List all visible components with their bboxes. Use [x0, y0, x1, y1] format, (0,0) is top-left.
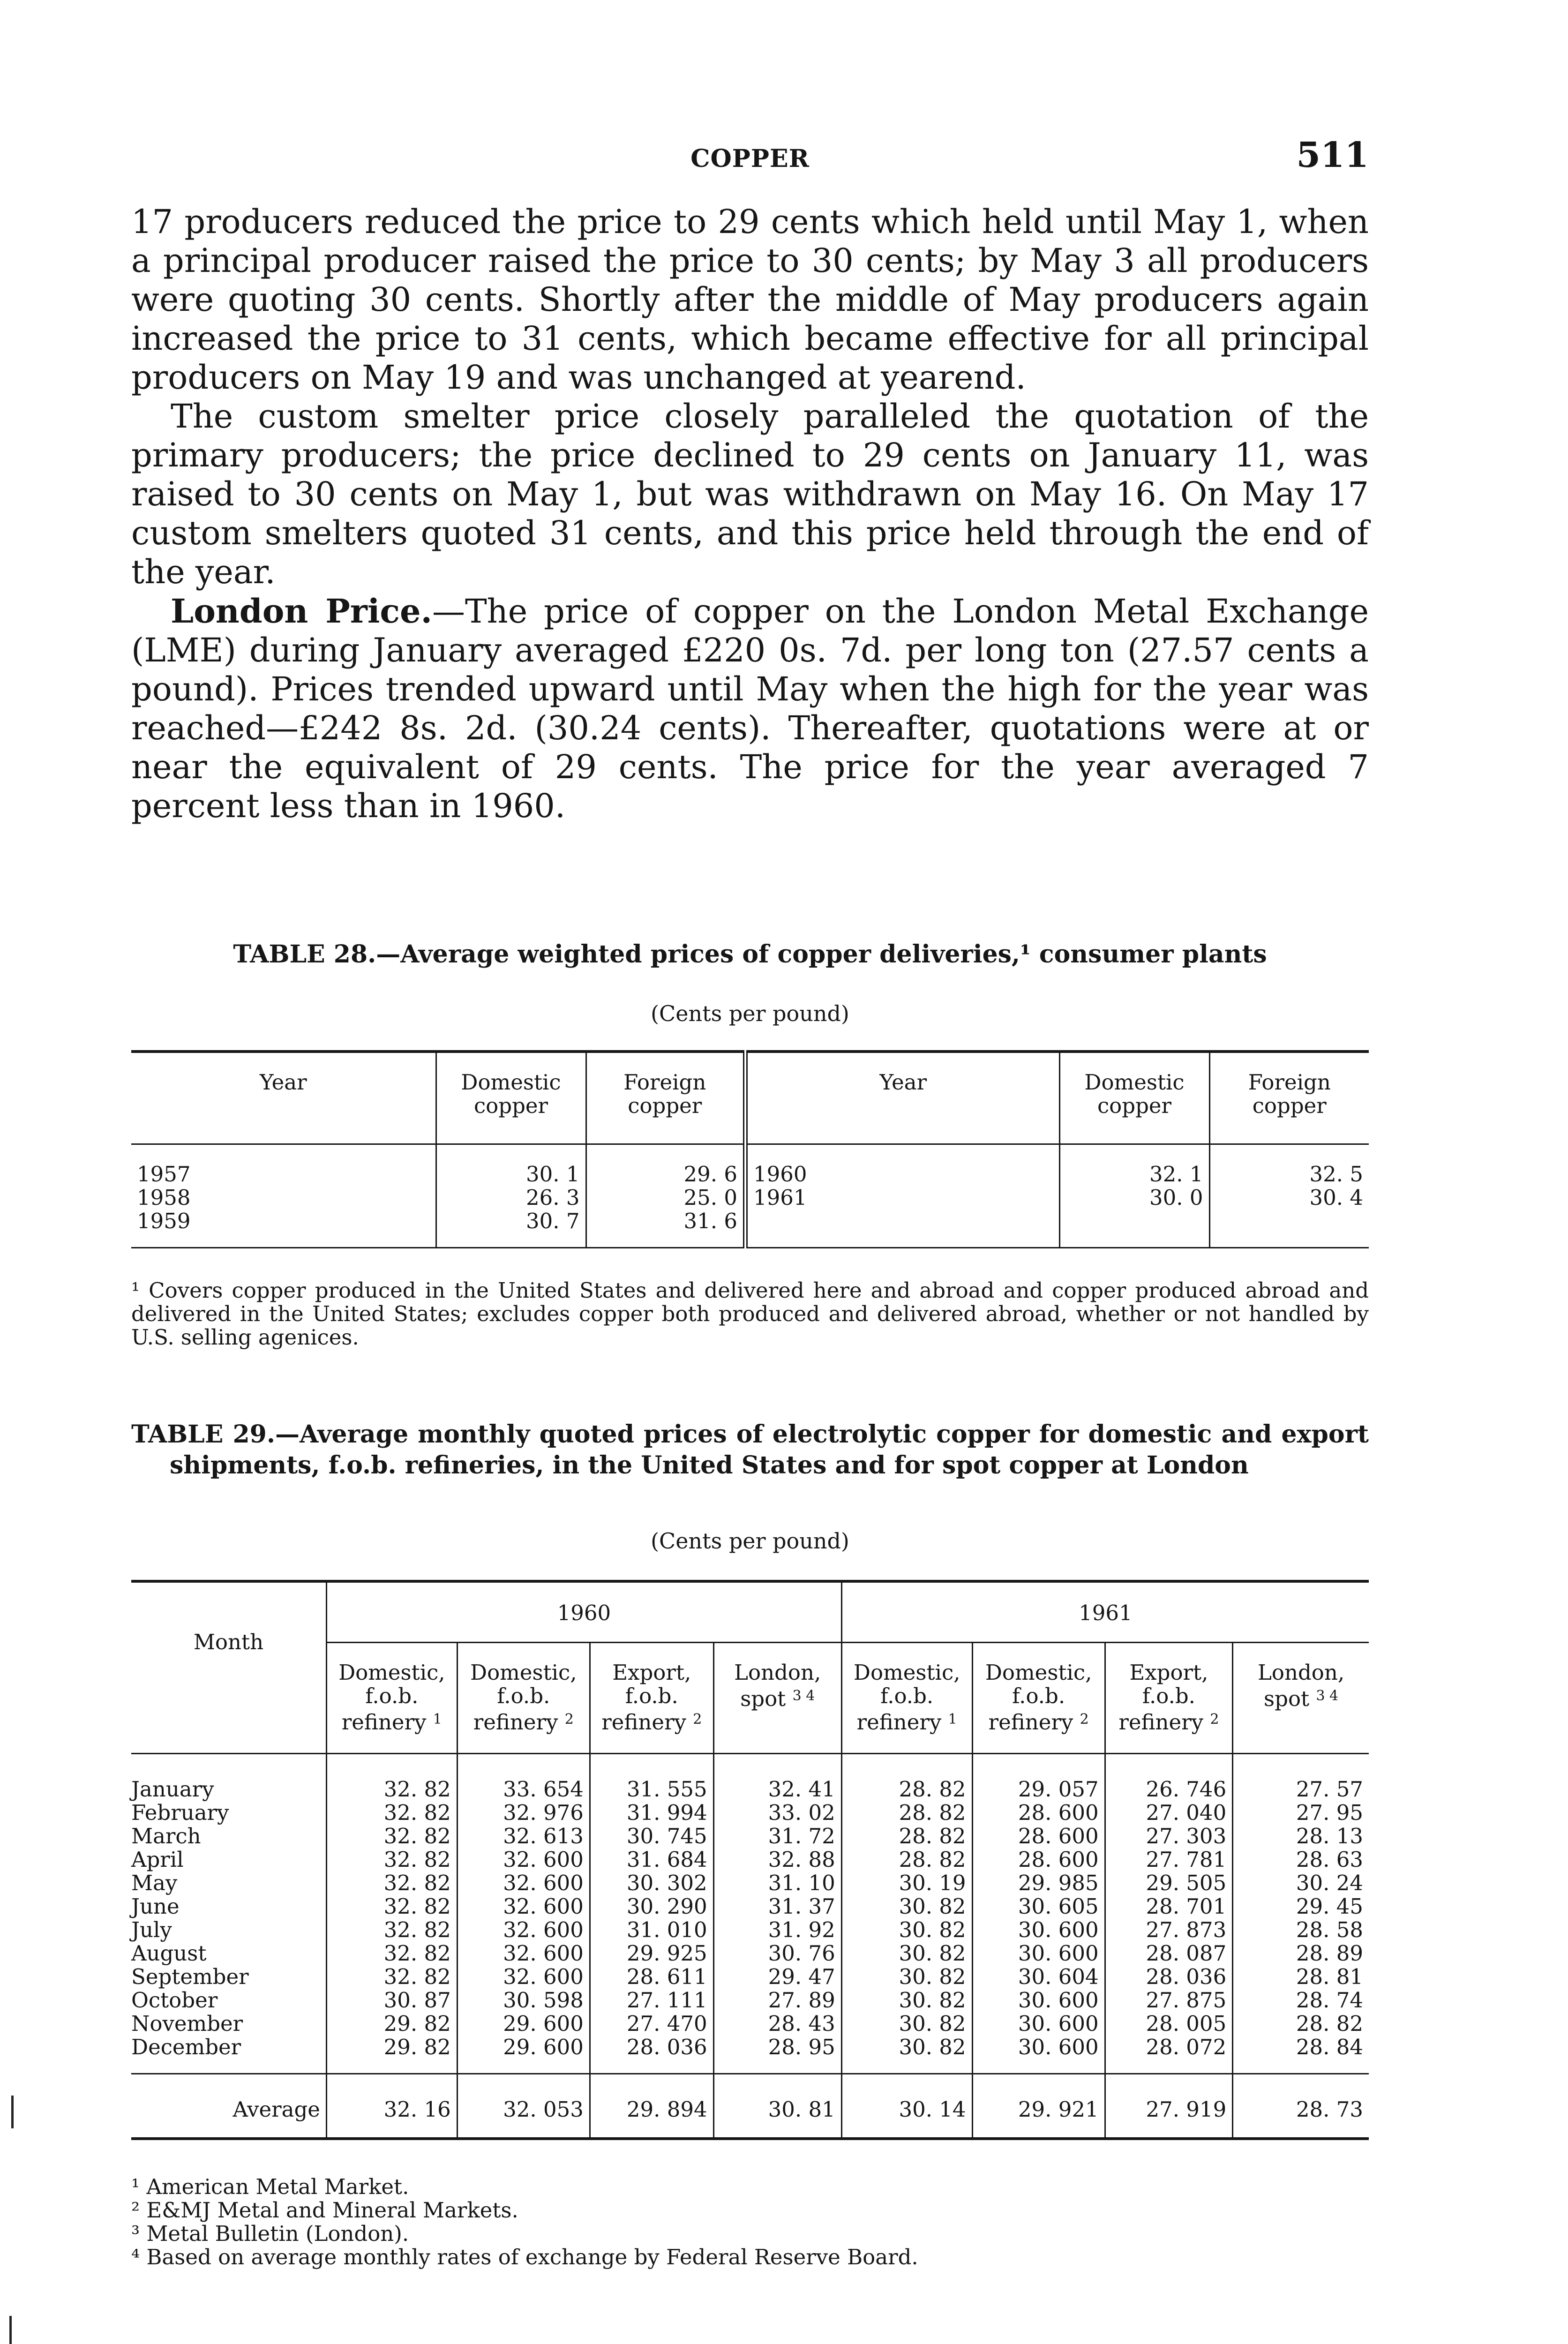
table-28 — [131, 1050, 1369, 1248]
table-28-footnote: ¹ Covers copper produced in the United States and delivered here and abroad and copper produced abroad and delivered in the United States; excludes copper both produced and delivered abroad, whether or not handled by U.S. selling agenices. — [131, 1278, 1369, 1350]
value-cell: 30. 600 — [972, 1918, 1105, 1942]
average-row — [131, 2074, 1369, 2139]
average-label: Average — [131, 2074, 326, 2139]
value-cell: 30. 82 — [841, 1942, 972, 1965]
domestic-cell: 30. 1 — [436, 1144, 586, 1187]
domestic-cell: 30. 7 — [436, 1210, 586, 1248]
value-cell: 28. 072 — [1105, 2036, 1233, 2074]
value-cell: 31. 994 — [590, 1801, 713, 1825]
value-cell: 32. 82 — [326, 1754, 457, 1802]
value-cell: 30. 76 — [713, 1942, 841, 1965]
footnote-3: ³ Metal Bulletin (London). — [131, 2221, 409, 2246]
value-cell: 32. 82 — [326, 1848, 457, 1871]
foreign-cell: 25. 0 — [586, 1186, 745, 1210]
table-29 — [131, 1580, 1369, 2140]
value-cell: 32. 600 — [457, 1848, 590, 1871]
value-cell: 31. 555 — [590, 1754, 713, 1802]
value-cell: 28. 58 — [1296, 1917, 1363, 1942]
year-1961-header: 1961 — [841, 1581, 1369, 1643]
value-cell: 28. 84 — [1233, 2036, 1369, 2074]
value-cell: 32. 82 — [326, 1895, 457, 1918]
value-cell: 27. 89 — [713, 1989, 841, 2012]
value-cell: 30. 600 — [972, 2012, 1105, 2036]
value-cell: 28. 73 — [1233, 2074, 1369, 2139]
table-row — [131, 1848, 1369, 1871]
value-cell: 30. 600 — [972, 2036, 1105, 2074]
footnote-marker: 2 — [693, 1711, 702, 1728]
month-cell: July — [131, 1918, 326, 1942]
value-cell: 30. 82 — [841, 1895, 972, 1918]
value-cell: 31. 684 — [590, 1848, 713, 1871]
value-cell: 30. 600 — [972, 1989, 1105, 2012]
value-cell: 28. 005 — [1105, 2012, 1233, 2036]
value-cell: 32. 16 — [326, 2074, 457, 2139]
value-cell: 29. 985 — [972, 1871, 1105, 1895]
value-cell: 28. 701 — [1105, 1895, 1233, 1918]
value-cell: 32. 82 — [326, 1918, 457, 1942]
footnote-2: ² E&MJ Metal and Mineral Markets. — [131, 2198, 518, 2223]
col-label: Domestic, f.o.b. refinery — [853, 1660, 960, 1735]
domestic-cell: 26. 3 — [436, 1186, 586, 1210]
footnote-marker: 1 — [433, 1711, 442, 1728]
col-label: Export, f.o.b. refinery — [1118, 1660, 1208, 1735]
value-cell: 28. 74 — [1296, 1988, 1363, 2013]
footnote-marker: 2 — [1210, 1711, 1219, 1728]
month-cell: November — [131, 2012, 326, 2036]
month-cell: January — [131, 1754, 326, 1802]
value-cell: 28. 43 — [713, 2012, 841, 2036]
value-cell: 32. 600 — [457, 1918, 590, 1942]
table-29-footnotes — [131, 2175, 1369, 2269]
value-cell: 29. 82 — [326, 2036, 457, 2074]
foreign-cell: 30. 4 — [1309, 1185, 1363, 1210]
table-28-units: (Cents per pound) — [651, 1001, 849, 1026]
value-cell: 32. 600 — [457, 1871, 590, 1895]
value-cell: 27. 873 — [1105, 1918, 1233, 1942]
running-head: COPPER — [690, 144, 810, 173]
value-cell: 30. 82 — [841, 1965, 972, 1989]
value-cell: 30. 605 — [972, 1895, 1105, 1918]
value-cell: 30. 82 — [841, 1989, 972, 2012]
body-text — [131, 203, 1369, 826]
value-cell: 31. 10 — [713, 1871, 841, 1895]
table-29-units: (Cents per pound) — [651, 1528, 849, 1554]
empty-cell — [1059, 1210, 1209, 1248]
value-cell: 30. 82 — [841, 1918, 972, 1942]
table-row — [131, 1918, 1369, 1942]
col-export-refinery — [1105, 1643, 1233, 1754]
value-cell: 29. 45 — [1296, 1894, 1363, 1919]
value-cell: 29. 505 — [1105, 1871, 1233, 1895]
value-cell: 32. 82 — [326, 1801, 457, 1825]
foreign-cell: 31. 6 — [586, 1210, 745, 1248]
col-label: Domestic, f.o.b. refinery — [338, 1660, 445, 1735]
footnote-marker: 2 — [1080, 1711, 1089, 1728]
header-foreign-right: Foreign copper — [1209, 1052, 1369, 1144]
header-domestic-left: Domestic copper — [436, 1052, 586, 1144]
value-cell: 30. 598 — [457, 1989, 590, 2012]
value-cell: 28. 600 — [972, 1848, 1105, 1871]
value-cell: 28. 81 — [1296, 1964, 1363, 1989]
value-cell: 28. 82 — [841, 1801, 972, 1825]
value-cell: 32. 600 — [457, 1895, 590, 1918]
value-cell: 32. 41 — [713, 1754, 841, 1802]
header-year-left: Year — [131, 1052, 436, 1144]
value-cell: 31. 37 — [713, 1895, 841, 1918]
value-cell: 28. 82 — [841, 1825, 972, 1848]
value-cell: 32. 82 — [326, 1825, 457, 1848]
value-cell: 32. 053 — [457, 2074, 590, 2139]
value-cell: 28. 13 — [1296, 1824, 1363, 1848]
value-cell: 28. 63 — [1296, 1847, 1363, 1872]
value-cell: 28. 89 — [1296, 1941, 1363, 1966]
paragraph-3-text: —The price of copper on the London Metal Exchange (LME) during January averaged £220 0s. 7d. per long ton (27.57 cents a pound). Prices trended upward until May when the high for the year was reached—£242 8s. 2d. (30.24 cents). Thereafter, quotations were at or near the equivalent of 29 cents. The price for the year averaged 7 percent less than in 1960. — [131, 592, 1369, 825]
footnote-marker: 1 — [948, 1711, 957, 1728]
empty-cell — [1209, 1210, 1369, 1248]
year-cell: 1961 — [745, 1186, 1059, 1210]
value-cell: 32. 88 — [713, 1848, 841, 1871]
value-cell: 32. 82 — [326, 1871, 457, 1895]
value-cell: 32. 600 — [457, 1965, 590, 1989]
year-1960-header: 1960 — [326, 1581, 841, 1643]
value-cell: 28. 82 — [841, 1754, 972, 1802]
value-cell: 28. 95 — [713, 2036, 841, 2074]
header-foreign-left: Foreign copper — [586, 1052, 745, 1144]
value-cell: 29. 47 — [713, 1965, 841, 1989]
value-cell: 33. 654 — [457, 1754, 590, 1802]
table-row — [131, 1989, 1369, 2012]
value-cell: 27. 95 — [1296, 1800, 1363, 1825]
table-row — [131, 1754, 1369, 1802]
value-cell: 30. 82 — [841, 2012, 972, 2036]
value-cell: 27. 470 — [590, 2012, 713, 2036]
value-cell: 31. 010 — [590, 1918, 713, 1942]
month-cell: August — [131, 1942, 326, 1965]
value-cell: 30. 24 — [1296, 1871, 1363, 1895]
value-cell: 27. 303 — [1105, 1825, 1233, 1848]
scan-artifact-mark — [11, 2096, 14, 2128]
year-cell: 1957 — [131, 1144, 436, 1187]
month-cell: December — [131, 2036, 326, 2074]
value-cell: 28. 600 — [972, 1825, 1105, 1848]
value-cell: 32. 976 — [457, 1801, 590, 1825]
table-29-title: TABLE 29.—Average monthly quoted prices of electrolytic copper for domestic and export shipments, f.o.b. refineries, in the United States and for spot copper at London — [131, 1420, 1369, 1480]
value-cell: 30. 745 — [590, 1825, 713, 1848]
col-label: Domestic, f.o.b. refinery — [470, 1660, 577, 1735]
value-cell: 28. 036 — [590, 2036, 713, 2074]
run-in-heading: London Price. — [171, 592, 432, 631]
table-row — [131, 2012, 1369, 2036]
col-label: London, spot — [1258, 1660, 1345, 1711]
value-cell: 27. 111 — [590, 1989, 713, 2012]
empty-cell — [745, 1210, 1059, 1248]
value-cell: 29. 600 — [457, 2036, 590, 2074]
value-cell: 27. 919 — [1105, 2074, 1233, 2139]
footnote-4: ⁴ Based on average monthly rates of exchange by Federal Reserve Board. — [131, 2245, 918, 2269]
value-cell: 30. 600 — [972, 1942, 1105, 1965]
domestic-cell: 32. 1 — [1059, 1144, 1209, 1187]
value-cell: 29. 921 — [972, 2074, 1105, 2139]
table-row — [131, 1965, 1369, 1989]
month-cell: March — [131, 1825, 326, 1848]
value-cell: 27. 040 — [1105, 1801, 1233, 1825]
month-cell: May — [131, 1871, 326, 1895]
value-cell: 30. 81 — [713, 2074, 841, 2139]
col-domestic-refinery-ammm — [841, 1643, 972, 1754]
foreign-cell: 32. 5 — [1309, 1162, 1363, 1187]
value-cell: 32. 600 — [457, 1942, 590, 1965]
value-cell: 32. 82 — [326, 1942, 457, 1965]
month-cell: October — [131, 1989, 326, 2012]
value-cell: 30. 19 — [841, 1871, 972, 1895]
col-domestic-refinery-ammm — [326, 1643, 457, 1754]
value-cell: 28. 82 — [841, 1848, 972, 1871]
table-row — [131, 1210, 1369, 1248]
col-label: London, spot — [734, 1660, 821, 1711]
col-domestic-refinery-emj — [972, 1643, 1105, 1754]
value-cell: 31. 72 — [713, 1825, 841, 1848]
table-row — [131, 2036, 1369, 2074]
value-cell: 30. 82 — [841, 2036, 972, 2074]
table-29-body — [131, 1754, 1369, 2139]
value-cell: 30. 302 — [590, 1871, 713, 1895]
col-domestic-refinery-emj — [457, 1643, 590, 1754]
footnote-marker: 3 4 — [1316, 1688, 1339, 1704]
value-cell: 31. 92 — [713, 1918, 841, 1942]
table-28-title: TABLE 28.—Average weighted prices of copper deliveries,¹ consumer plants — [233, 940, 1267, 969]
value-cell: 29. 600 — [457, 2012, 590, 2036]
month-header: Month — [131, 1581, 326, 1754]
value-cell: 27. 57 — [1296, 1777, 1363, 1802]
foreign-cell: 29. 6 — [586, 1144, 745, 1187]
value-cell: 29. 82 — [326, 2012, 457, 2036]
month-cell: February — [131, 1801, 326, 1825]
value-cell: 28. 82 — [1296, 2011, 1363, 2036]
table-row — [131, 1186, 1369, 1210]
footnote-marker: 2 — [564, 1711, 574, 1728]
header-year-right: Year — [745, 1052, 1059, 1144]
paragraph-2: The custom smelter price closely paralleled the quotation of the primary producers; the price declined to 29 cents on January 11, was raised to 30 cents on May 1, but was withdrawn on May 16. On May 17 custom smelters quoted 31 cents, and this price held through the end of the year. — [131, 397, 1369, 591]
month-cell: June — [131, 1895, 326, 1918]
value-cell: 26. 746 — [1105, 1754, 1233, 1802]
table-row — [131, 1825, 1369, 1848]
col-export-refinery — [590, 1643, 713, 1754]
value-cell: 33. 02 — [713, 1801, 841, 1825]
domestic-cell: 30. 0 — [1059, 1186, 1209, 1210]
value-cell: 27. 875 — [1105, 1989, 1233, 2012]
value-cell: 29. 925 — [590, 1942, 713, 1965]
year-cell: 1958 — [131, 1186, 436, 1210]
table-row — [131, 1942, 1369, 1965]
col-london-spot — [1233, 1643, 1369, 1754]
value-cell: 32. 613 — [457, 1825, 590, 1848]
table-row — [131, 1895, 1369, 1918]
table-row — [131, 1871, 1369, 1895]
col-label: Domestic, f.o.b. refinery — [985, 1660, 1092, 1735]
header-domestic-right: Domestic copper — [1059, 1052, 1209, 1144]
value-cell: 28. 087 — [1105, 1942, 1233, 1965]
col-label: Export, f.o.b. refinery — [601, 1660, 691, 1735]
value-cell: 29. 894 — [590, 2074, 713, 2139]
footnote-1: ¹ American Metal Market. — [131, 2174, 409, 2199]
page-number: 511 — [1296, 135, 1369, 175]
footnote-marker: 3 4 — [792, 1688, 815, 1704]
year-cell: 1959 — [131, 1210, 436, 1248]
value-cell: 28. 600 — [972, 1801, 1105, 1825]
value-cell: 30. 14 — [841, 2074, 972, 2139]
value-cell: 30. 290 — [590, 1895, 713, 1918]
col-london-spot — [713, 1643, 841, 1754]
value-cell: 29. 057 — [972, 1754, 1105, 1802]
scan-artifact-mark — [9, 2316, 12, 2344]
paragraph-1: 17 producers reduced the price to 29 cents which held until May 1, when a principal producer raised the price to 30 cents; by May 3 all producers were quoting 30 cents. Shortly after the middle of May producers again increased the price to 31 cents, which became effective for all principal producers on May 19 and was unchanged at yearend. — [131, 203, 1369, 397]
value-cell: 27. 781 — [1105, 1848, 1233, 1871]
value-cell: 28. 611 — [590, 1965, 713, 1989]
value-cell: 28. 036 — [1105, 1965, 1233, 1989]
table-row — [131, 1801, 1369, 1825]
month-cell: April — [131, 1848, 326, 1871]
page-header — [131, 136, 1369, 178]
paragraph-3 — [131, 592, 1369, 826]
year-cell: 1960 — [745, 1144, 1059, 1187]
value-cell: 30. 87 — [326, 1989, 457, 2012]
month-cell: September — [131, 1965, 326, 1989]
value-cell: 30. 604 — [972, 1965, 1105, 1989]
value-cell: 32. 82 — [326, 1965, 457, 1989]
table-row — [131, 1144, 1369, 1187]
